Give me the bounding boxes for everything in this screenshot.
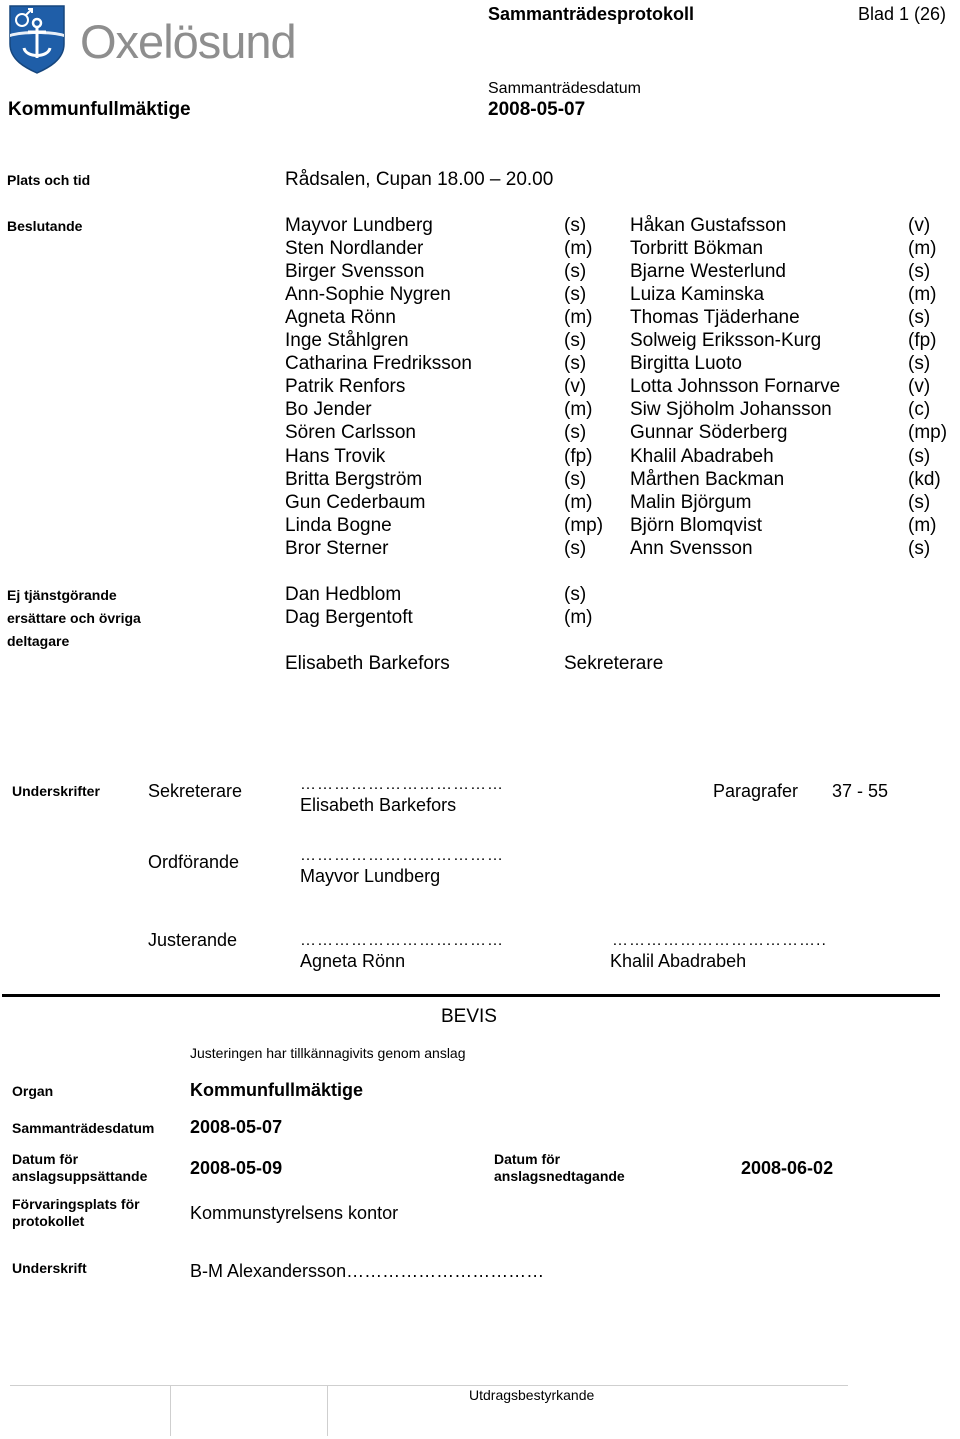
other-participant-role: (m) xyxy=(564,607,593,628)
member-name: Patrik Renfors xyxy=(285,376,406,397)
member-party: (m) xyxy=(564,238,593,259)
member-name: Ann Svensson xyxy=(630,538,753,559)
proof-note: Justeringen har tillkännagivits genom anslag xyxy=(190,1045,466,1061)
member-name: Sten Nordlander xyxy=(285,238,424,259)
meeting-date-label: Sammanträdesdatum xyxy=(488,80,641,97)
paragraphs-value: 37 - 55 xyxy=(832,781,889,801)
member-name: Hans Trovik xyxy=(285,446,386,467)
member-name: Gun Cederbaum xyxy=(285,492,426,513)
adjuster-role: Justerande xyxy=(148,930,238,950)
member-party: (c) xyxy=(908,399,931,420)
member-name: Björn Blomqvist xyxy=(630,515,762,536)
member-name: Birger Svensson xyxy=(285,261,425,282)
adjuster-1-name: Agneta Rönn xyxy=(300,951,406,971)
removal-date-value: 2008-06-02 xyxy=(741,1158,834,1178)
member-name: Linda Bogne xyxy=(285,515,392,536)
posting-date-label-line1: Datum för xyxy=(12,1151,79,1167)
member-name: Siw Sjöholm Johansson xyxy=(630,399,832,420)
member-party: (fp) xyxy=(564,446,593,467)
storage-value: Kommunstyrelsens kontor xyxy=(190,1203,399,1223)
footer-divider xyxy=(327,1386,328,1436)
deciding-label: Beslutande xyxy=(7,218,83,234)
member-name: Catharina Fredriksson xyxy=(285,353,472,374)
member-party: (v) xyxy=(564,376,587,397)
member-name: Mayvor Lundberg xyxy=(285,215,433,236)
member-name: Bror Sterner xyxy=(285,538,389,559)
secretary-role: Sekreterare xyxy=(148,781,243,801)
adjuster-2-signature-line: ……………………………….. xyxy=(612,932,827,949)
page-number: Blad 1 (26) xyxy=(858,4,947,24)
section-divider xyxy=(2,994,940,997)
municipality-logo xyxy=(8,4,66,74)
extract-certification-label: Utdragsbestyrkande xyxy=(469,1387,595,1403)
meeting-date: 2008-05-07 xyxy=(488,99,586,120)
member-name: Bo Jender xyxy=(285,399,372,420)
document-type: Sammanträdesprotokoll xyxy=(488,4,695,24)
member-party: (s) xyxy=(908,307,931,328)
storage-label-line2: protokollet xyxy=(12,1213,85,1229)
body-name: Kommunfullmäktige xyxy=(8,99,191,120)
signatures-label: Underskrifter xyxy=(12,783,100,799)
member-name: Thomas Tjäderhane xyxy=(630,307,800,328)
member-name: Britta Bergström xyxy=(285,469,423,490)
secretary-signature-line: ……………………………… xyxy=(300,776,504,793)
posting-date-label-line2: anslagsuppsättande xyxy=(12,1168,148,1184)
adjuster-2-name: Khalil Abadrabeh xyxy=(610,951,747,971)
member-party: (s) xyxy=(564,330,587,351)
signature-label: Underskrift xyxy=(12,1260,87,1276)
member-name: Inge Ståhlgren xyxy=(285,330,409,351)
organ-value: Kommunfullmäktige xyxy=(190,1080,364,1100)
member-name: Bjarne Westerlund xyxy=(630,261,786,282)
proof-date-label: Sammanträdesdatum xyxy=(12,1120,155,1136)
member-name: Agneta Rönn xyxy=(285,307,396,328)
brand-wordmark: Oxelösund xyxy=(80,15,296,68)
member-party: (s) xyxy=(908,261,931,282)
member-name: Birgitta Luoto xyxy=(630,353,742,374)
other-participant-name: Dag Bergentoft xyxy=(285,607,413,628)
member-party: (s) xyxy=(564,284,587,305)
member-party: (s) xyxy=(908,446,931,467)
storage-label-line1: Förvaringsplats för xyxy=(12,1196,140,1212)
member-name: Lotta Johnsson Fornarve xyxy=(630,376,841,397)
member-party: (s) xyxy=(908,492,931,513)
removal-date-label-line2: anslagsnedtagande xyxy=(494,1168,625,1184)
place-value: Rådsalen, Cupan 18.00 – 20.00 xyxy=(285,169,554,190)
place-label: Plats och tid xyxy=(7,172,91,188)
member-party: (v) xyxy=(908,215,931,236)
member-party: (s) xyxy=(564,261,587,282)
member-party: (s) xyxy=(564,422,587,443)
member-party: (s) xyxy=(564,538,587,559)
member-party: (s) xyxy=(564,469,587,490)
other-participant-name: Elisabeth Barkefors xyxy=(285,653,450,674)
other-participant-name: Dan Hedblom xyxy=(285,584,402,605)
removal-date-label-line1: Datum för xyxy=(494,1151,561,1167)
member-party: (s) xyxy=(564,215,587,236)
member-name: Torbritt Bökman xyxy=(630,238,764,259)
others-label-line3: deltagare xyxy=(7,633,70,649)
member-party: (m) xyxy=(564,399,593,420)
chair-name: Mayvor Lundberg xyxy=(300,866,441,886)
member-party: (s) xyxy=(908,353,931,374)
member-party: (m) xyxy=(908,515,937,536)
member-party: (m) xyxy=(908,284,937,305)
member-party: (fp) xyxy=(908,330,937,351)
chair-role: Ordförande xyxy=(148,852,240,872)
secretary-name: Elisabeth Barkefors xyxy=(300,795,457,815)
footer-rule xyxy=(10,1385,848,1386)
member-name: Ann-Sophie Nygren xyxy=(285,284,451,305)
adjuster-1-signature-line: ……………………………… xyxy=(300,932,504,949)
signature-value: B-M Alexandersson…………………………… xyxy=(190,1261,545,1281)
member-party: (v) xyxy=(908,376,931,397)
member-name: Mårthen Backman xyxy=(630,469,785,490)
others-label-line1: Ej tjänstgörande xyxy=(7,587,117,603)
member-name: Håkan Gustafsson xyxy=(630,215,787,236)
member-party: (kd) xyxy=(908,469,941,490)
member-name: Sören Carlsson xyxy=(285,422,416,443)
member-party: (mp) xyxy=(908,422,948,443)
chair-signature-line: ……………………………… xyxy=(300,847,504,864)
posting-date-value: 2008-05-09 xyxy=(190,1158,283,1178)
member-name: Solweig Eriksson-Kurg xyxy=(630,330,822,351)
proof-title: BEVIS xyxy=(441,1006,497,1027)
member-party: (mp) xyxy=(564,515,604,536)
member-name: Gunnar Söderberg xyxy=(630,422,788,443)
member-party: (s) xyxy=(564,353,587,374)
other-participant-role: (s) xyxy=(564,584,587,605)
member-name: Luiza Kaminska xyxy=(630,284,765,305)
member-party: (s) xyxy=(908,538,931,559)
member-name: Khalil Abadrabeh xyxy=(630,446,774,467)
member-name: Malin Björgum xyxy=(630,492,752,513)
other-participant-role: Sekreterare xyxy=(564,653,664,674)
member-party: (m) xyxy=(908,238,937,259)
member-party: (m) xyxy=(564,307,593,328)
paragraphs-label: Paragrafer xyxy=(713,781,799,801)
others-label-line2: ersättare och övriga xyxy=(7,610,141,626)
footer-divider xyxy=(170,1386,171,1436)
proof-date-value: 2008-05-07 xyxy=(190,1117,283,1137)
organ-label: Organ xyxy=(12,1083,54,1099)
member-party: (m) xyxy=(564,492,593,513)
